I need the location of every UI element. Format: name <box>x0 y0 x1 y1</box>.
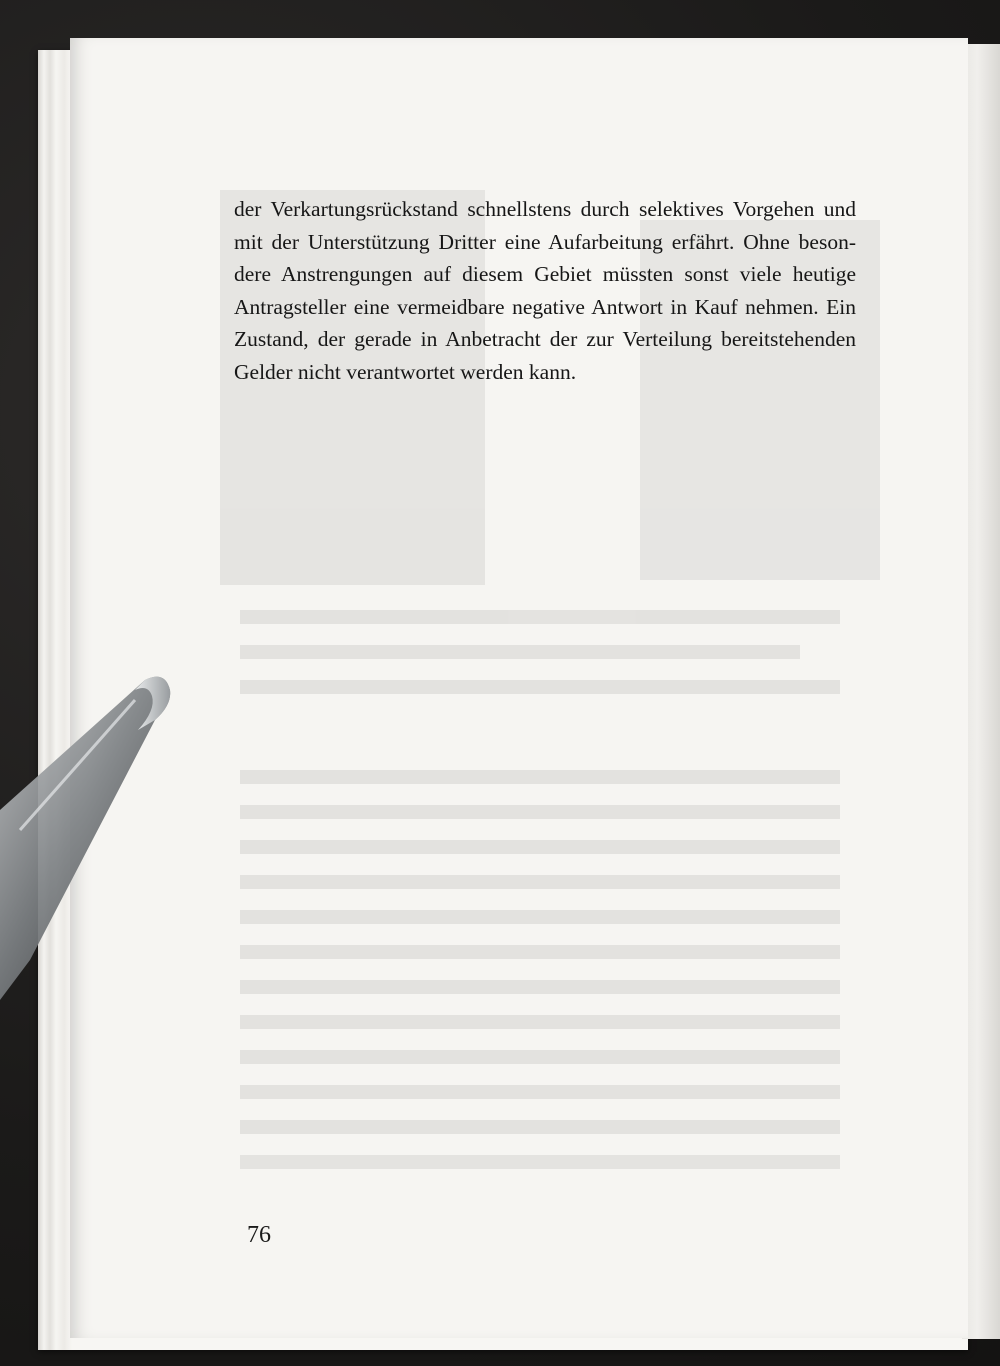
text-line: mit der Unterstützung Dritter eine Aufarbeitung erfährt. Ohne beson- <box>234 229 856 254</box>
body-paragraph <box>234 193 856 389</box>
text-line: Zustand, der gerade in Anbetracht der zur Verteilung bereitstehenden <box>234 327 856 352</box>
text-line: der Verkartungsrückstand schnellstens durch selektives Vorgehen und <box>234 197 856 221</box>
text-line: Gelder nicht verantwortet werden kann. <box>234 359 577 384</box>
text-line: dere Anstrengungen auf diesem Gebiet müssten sonst viele heutige <box>234 262 856 287</box>
page-number: 76 <box>247 1222 271 1248</box>
text-line: Antragsteller eine vermeidbare negative Antwort in Kauf nehmen. Ein <box>234 294 856 319</box>
